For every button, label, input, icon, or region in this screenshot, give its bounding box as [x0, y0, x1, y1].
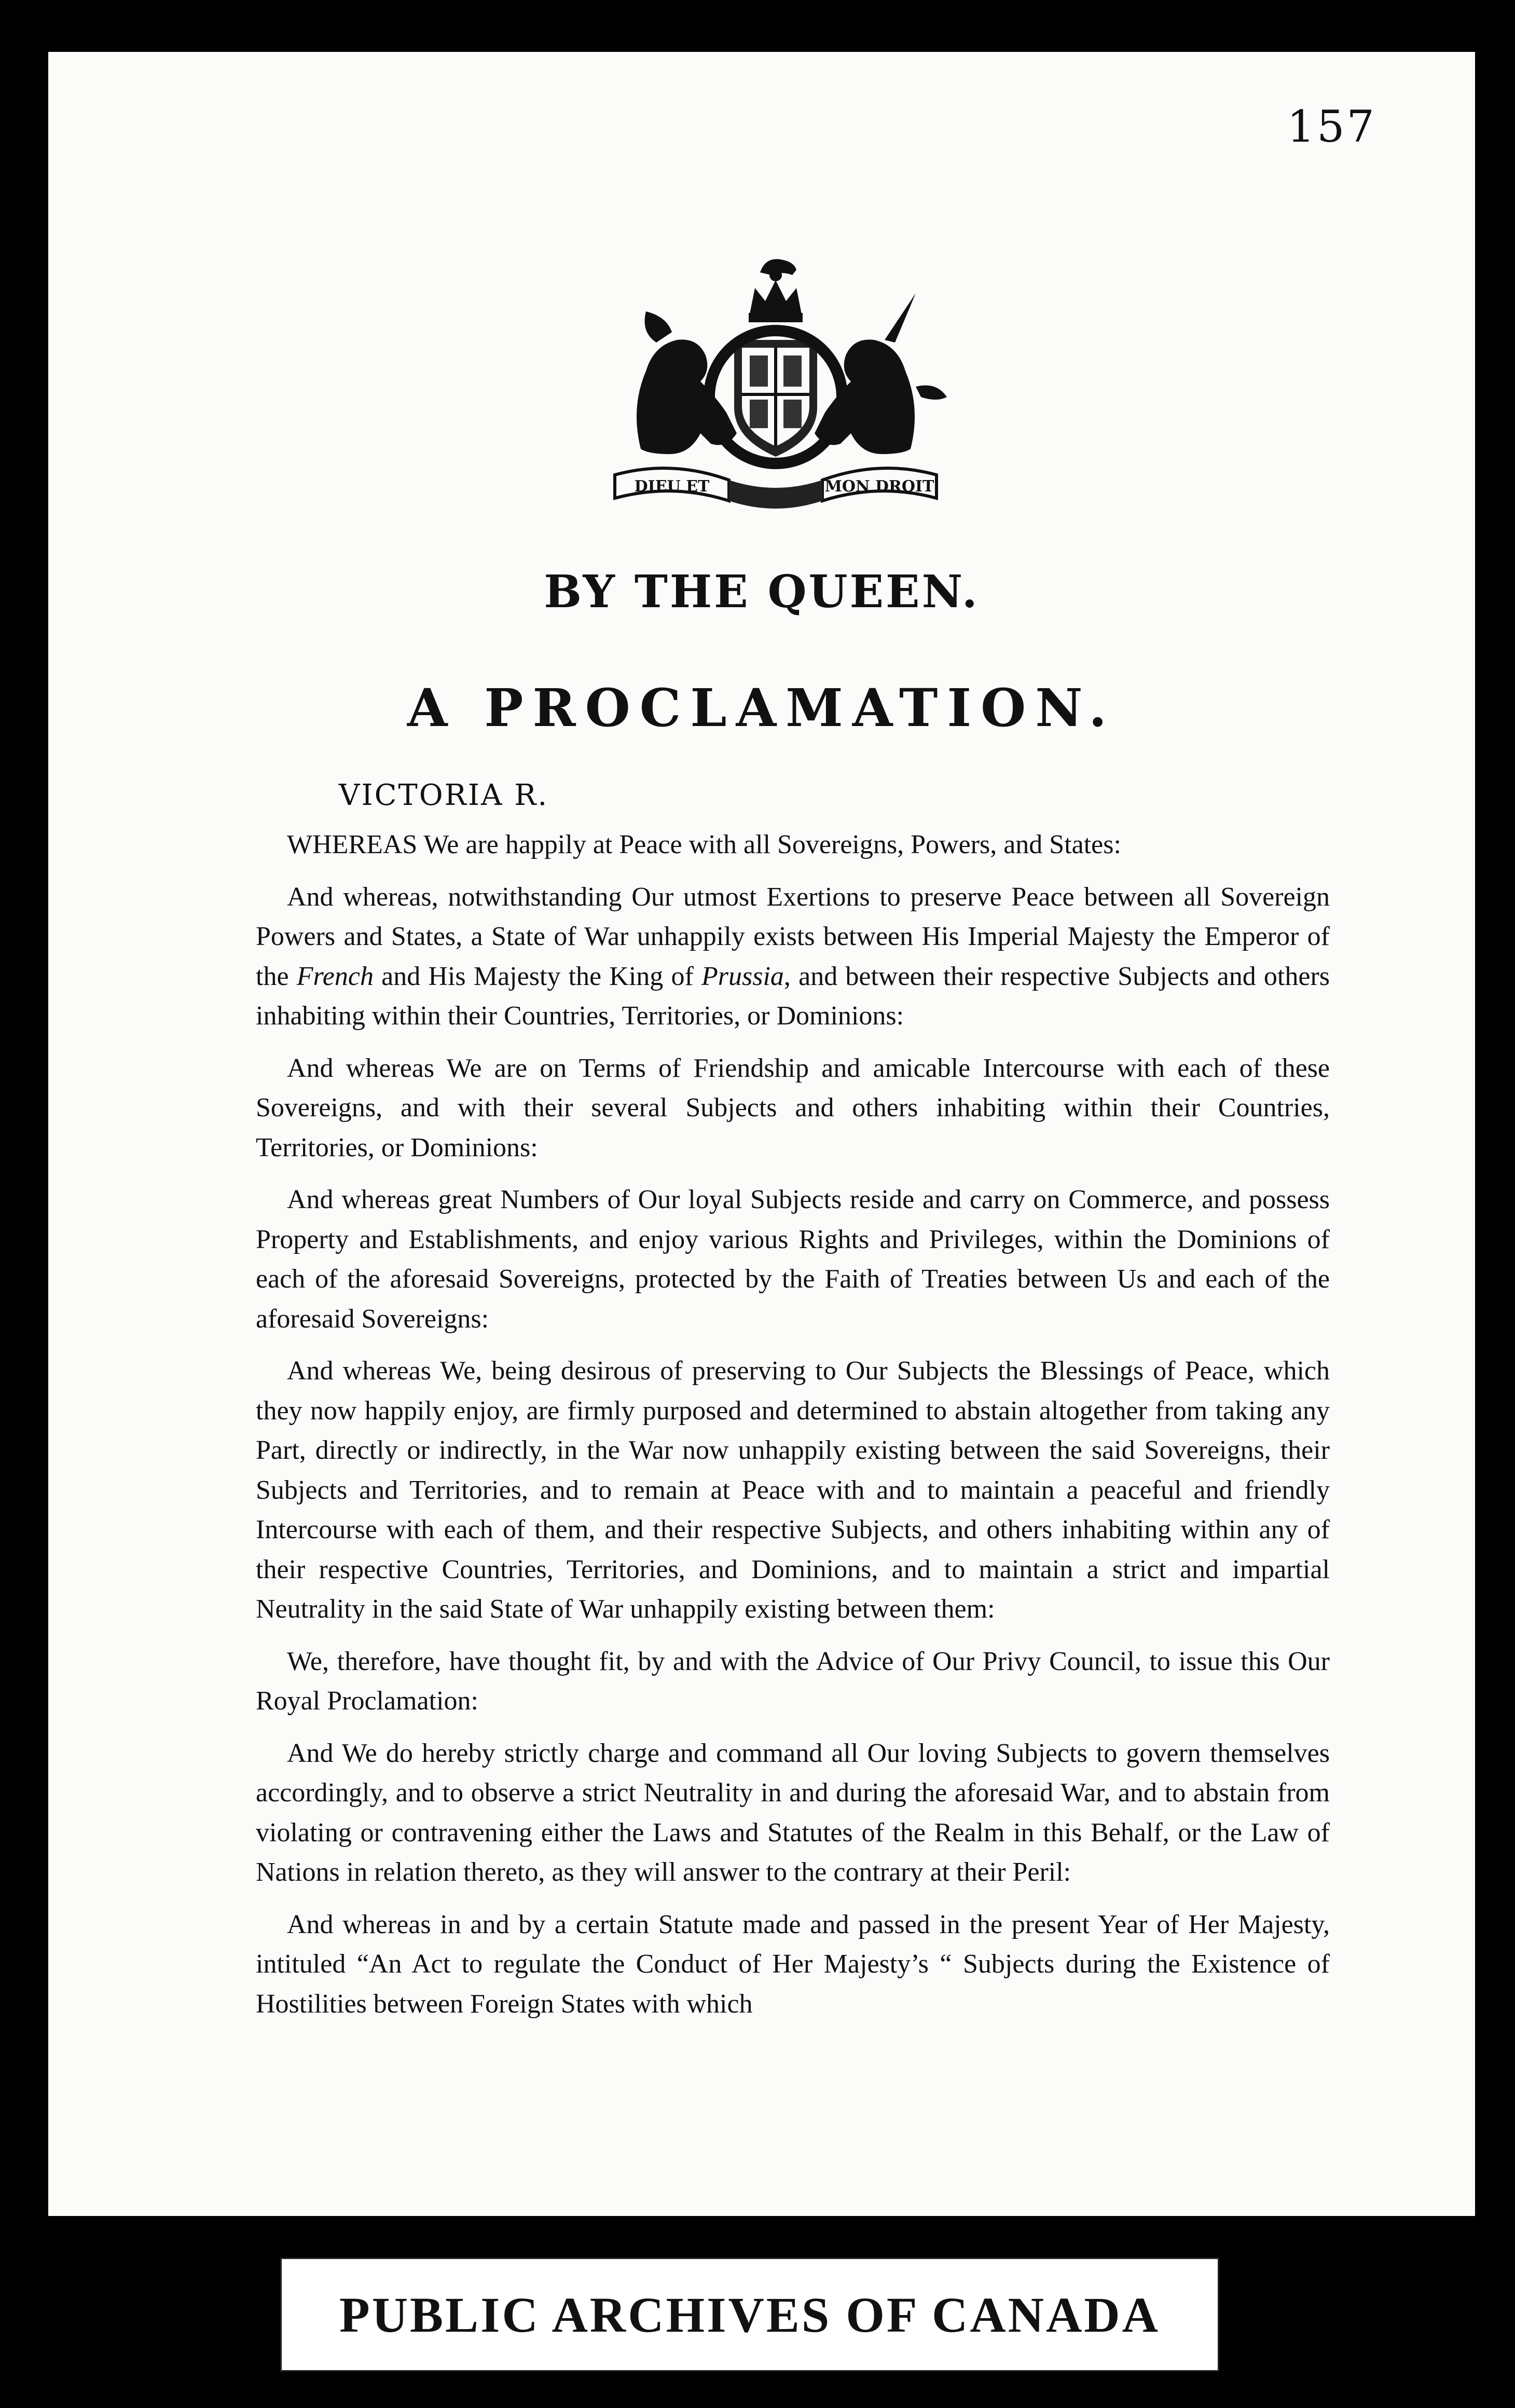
paragraph-text: And whereas, notwithstanding Our utmost Exertions to preserve Peace between all Sovereign Powers and States, a State of War unhappily exists between His Imperial Majesty the Emperor of the — [256, 882, 1330, 991]
royal-coat-of-arms-icon — [594, 252, 957, 522]
paragraph: And whereas great Numbers of Our loyal Subjects reside and carry on Commerce, and possess Property and Establishments, and enjoy various Rights and Privileges, within the Dominions of each of the aforesaid Sovereigns, protected by the Faith of Treaties between Us and each of the aforesaid Sovereigns: — [256, 1185, 1330, 1334]
paragraph-text: , and between their respective Subjects and others inhabiting within their Countries, Territories, or Dominions: — [256, 961, 1330, 1031]
paragraph — [256, 878, 1330, 1036]
proclamation-body — [256, 825, 1330, 2036]
italic-name: French — [296, 961, 374, 991]
paragraph: WHEREAS We are happily at Peace with all Sovereigns, Powers, and States: — [287, 830, 1121, 859]
motto-right: MON DROIT — [824, 477, 934, 496]
paragraph: And whereas We, being desirous of preserving to Our Subjects the Blessings of Peace, which they now happily enjoy, are firmly purposed and determined to abstain altogether from taking any Part, directly or indirectly, in the War now unhappily existing between the said Sovereigns, their Subjects and Territories, and to remain at Peace with and to maintain a peaceful and friendly Intercourse with each of them, and their respective Subjects, and others inhabiting within any of their respective Countries, Territories, and Dominions, and to maintain a strict and impartial Neutrality in the said State of War unhappily existing between them: — [256, 1356, 1330, 1624]
motto-left: DIEU ET — [634, 477, 710, 496]
paragraph: And whereas We are on Terms of Friendship and amicable Intercourse with each of these Sovereigns, and with their several Subjects and others inhabiting within their Countries, Territories, or Dominions: — [256, 1053, 1330, 1162]
paragraph: We, therefore, have thought fit, by and with the Advice of Our Privy Council, to issue this Our Royal Proclamation: — [256, 1646, 1330, 1716]
signer: VICTORIA R. — [339, 778, 549, 812]
paragraph-text: and His Majesty the King of — [373, 961, 701, 991]
heading-by-the-queen: BY THE QUEEN. — [544, 566, 980, 618]
paragraph: And whereas in and by a certain Statute made and passed in the present Year of Her Majesty, intituled “An Act to regulate the Conduct of Her Majesty’s “ Subjects during the Existence of Hostilities between Foreign States with which — [256, 1909, 1330, 2019]
italic-name: Prussia — [701, 961, 784, 991]
archive-label: PUBLIC ARCHIVES OF CANADA — [280, 2258, 1219, 2372]
heading-proclamation: A PROCLAMATION. — [407, 677, 1117, 738]
document-page — [48, 52, 1475, 2216]
paragraph: And We do hereby strictly charge and command all Our loving Subjects to govern themselves accordingly, and to observe a strict Neutrality in and during the aforesaid War, and to abstain from violating or contravening either the Laws and Statutes of the Realm in this Behalf, or the Law of Nations in relation thereto, as they will answer to the contrary at their Peril: — [256, 1738, 1330, 1887]
page-number: 157 — [1287, 101, 1376, 152]
